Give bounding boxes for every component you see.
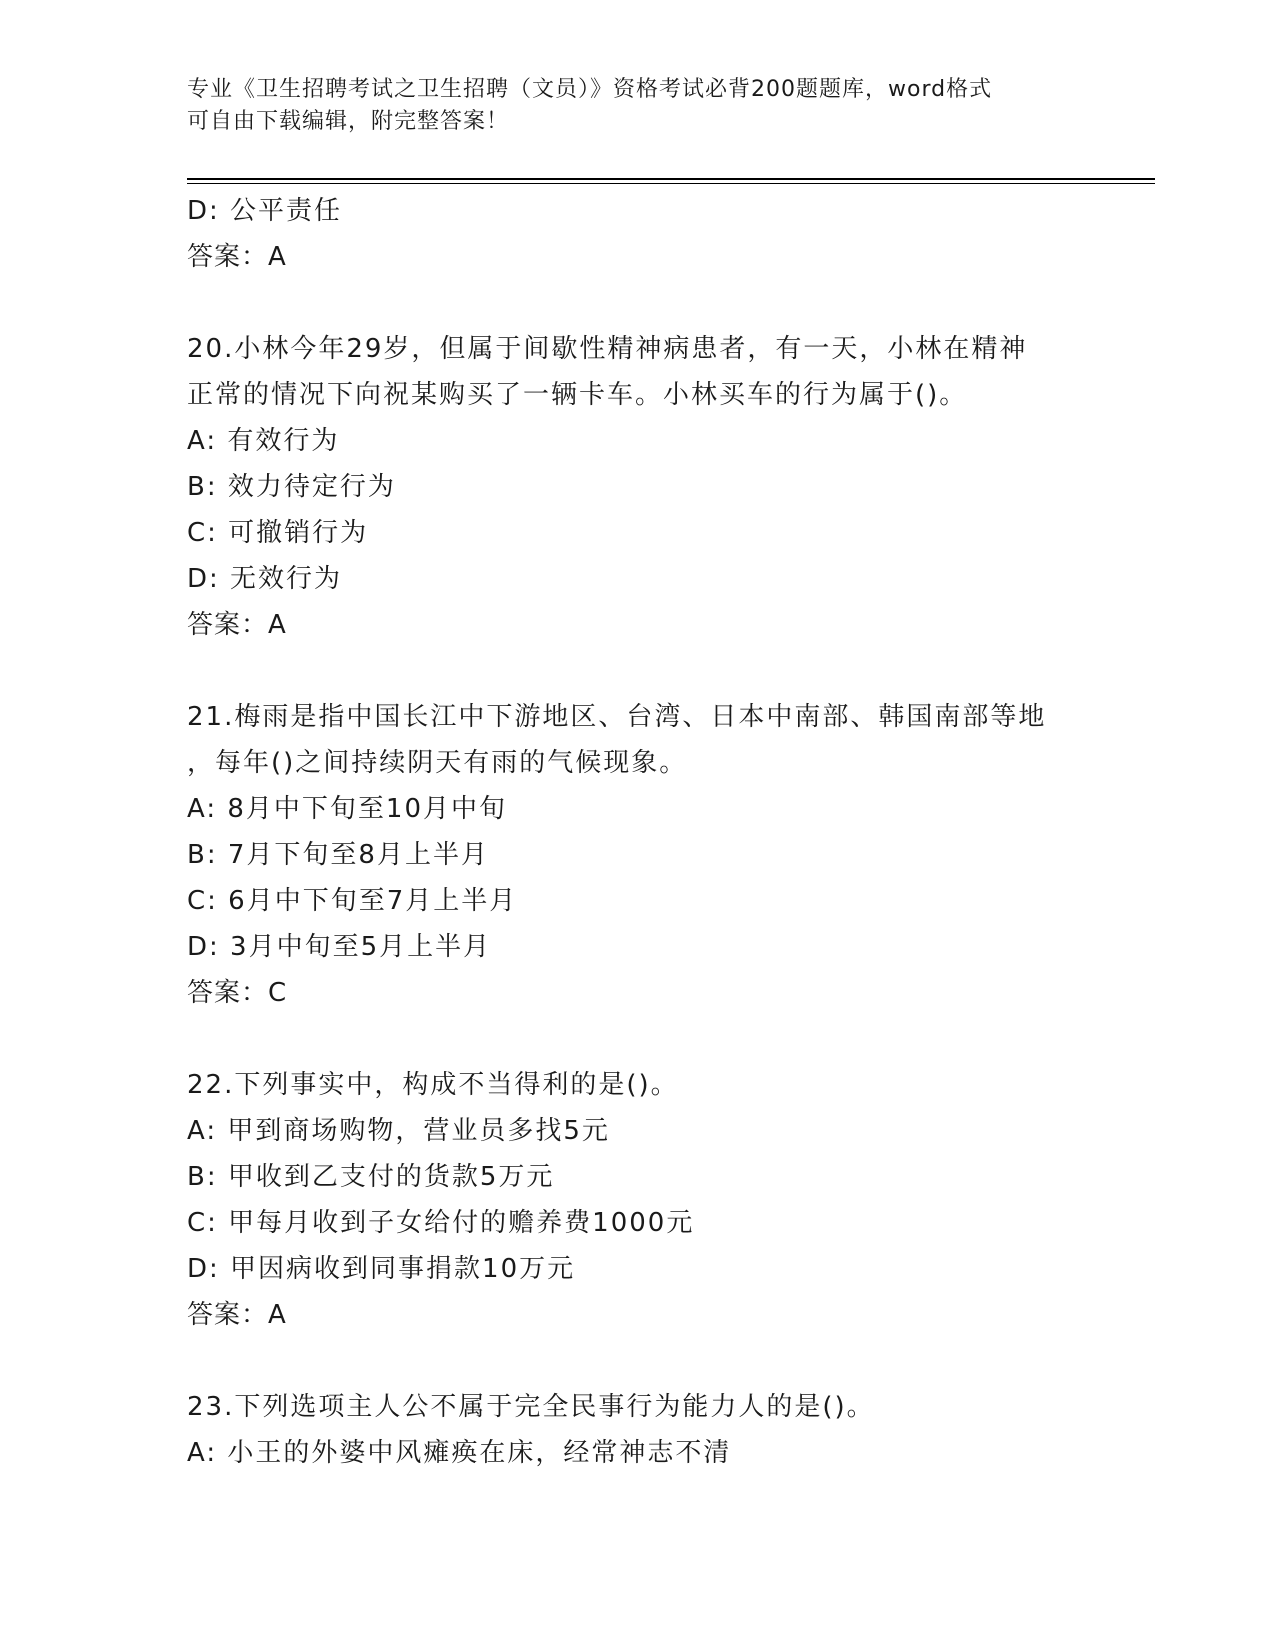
answer: 答案：A xyxy=(187,1300,287,1330)
question-23 xyxy=(187,1384,1087,1476)
question-stem: ，每年()之间持续阴天有雨的气候现象。 xyxy=(187,748,688,778)
option-d: D: 无效行为 xyxy=(187,564,343,594)
answer: 答案：C xyxy=(187,978,288,1008)
question-list xyxy=(187,188,1087,1476)
question-stem: 22.下列事实中，构成不当得利的是()。 xyxy=(187,1070,679,1100)
question-stem: 21.梅雨是指中国长江中下游地区、台湾、日本中南部、韩国南部等地 xyxy=(187,702,1047,732)
question-22 xyxy=(187,1062,1087,1338)
question-20 xyxy=(187,326,1087,648)
option-c: C: 可撤销行为 xyxy=(187,518,369,548)
question-21 xyxy=(187,694,1087,1016)
answer: 答案：A xyxy=(187,610,287,640)
spacer xyxy=(187,280,1087,326)
document-header xyxy=(187,74,1087,138)
option-c: C: 6月中下旬至7月上半月 xyxy=(187,886,518,916)
option-a: A: 小王的外婆中风瘫痪在床，经常神志不清 xyxy=(187,1438,732,1468)
question-stem: 23.下列选项主人公不属于完全民事行为能力人的是()。 xyxy=(187,1392,875,1422)
prev-answer: 答案：A xyxy=(187,242,287,272)
option-c: C: 甲每月收到子女给付的赡养费1000元 xyxy=(187,1208,695,1238)
option-b: B: 7月下旬至8月上半月 xyxy=(187,840,489,870)
header-line-1: 专业《卫生招聘考试之卫生招聘（文员）》资格考试必背200题题库，word格式 xyxy=(187,77,993,102)
option-a: A: 8月中下旬至10月中旬 xyxy=(187,794,507,824)
header-line-2: 可自由下载编辑，附完整答案！ xyxy=(187,109,510,134)
option-b: B: 效力待定行为 xyxy=(187,472,396,502)
option-d: D: 甲因病收到同事捐款10万元 xyxy=(187,1254,576,1284)
spacer xyxy=(187,1338,1087,1384)
spacer xyxy=(187,1016,1087,1062)
prev-option-d: D: 公平责任 xyxy=(187,196,343,226)
option-a: A: 甲到商场购物，营业员多找5元 xyxy=(187,1116,610,1146)
option-b: B: 甲收到乙支付的货款5万元 xyxy=(187,1162,555,1192)
question-stem: 正常的情况下向祝某购买了一辆卡车。小林买车的行为属于()。 xyxy=(187,380,968,410)
spacer xyxy=(187,648,1087,694)
header-divider-thick xyxy=(187,178,1155,180)
option-a: A: 有效行为 xyxy=(187,426,340,456)
header-divider-thin xyxy=(187,183,1155,184)
option-d: D: 3月中旬至5月上半月 xyxy=(187,932,492,962)
question-stem: 20.小林今年29岁，但属于间歇性精神病患者，有一天，小林在精神 xyxy=(187,334,1028,364)
